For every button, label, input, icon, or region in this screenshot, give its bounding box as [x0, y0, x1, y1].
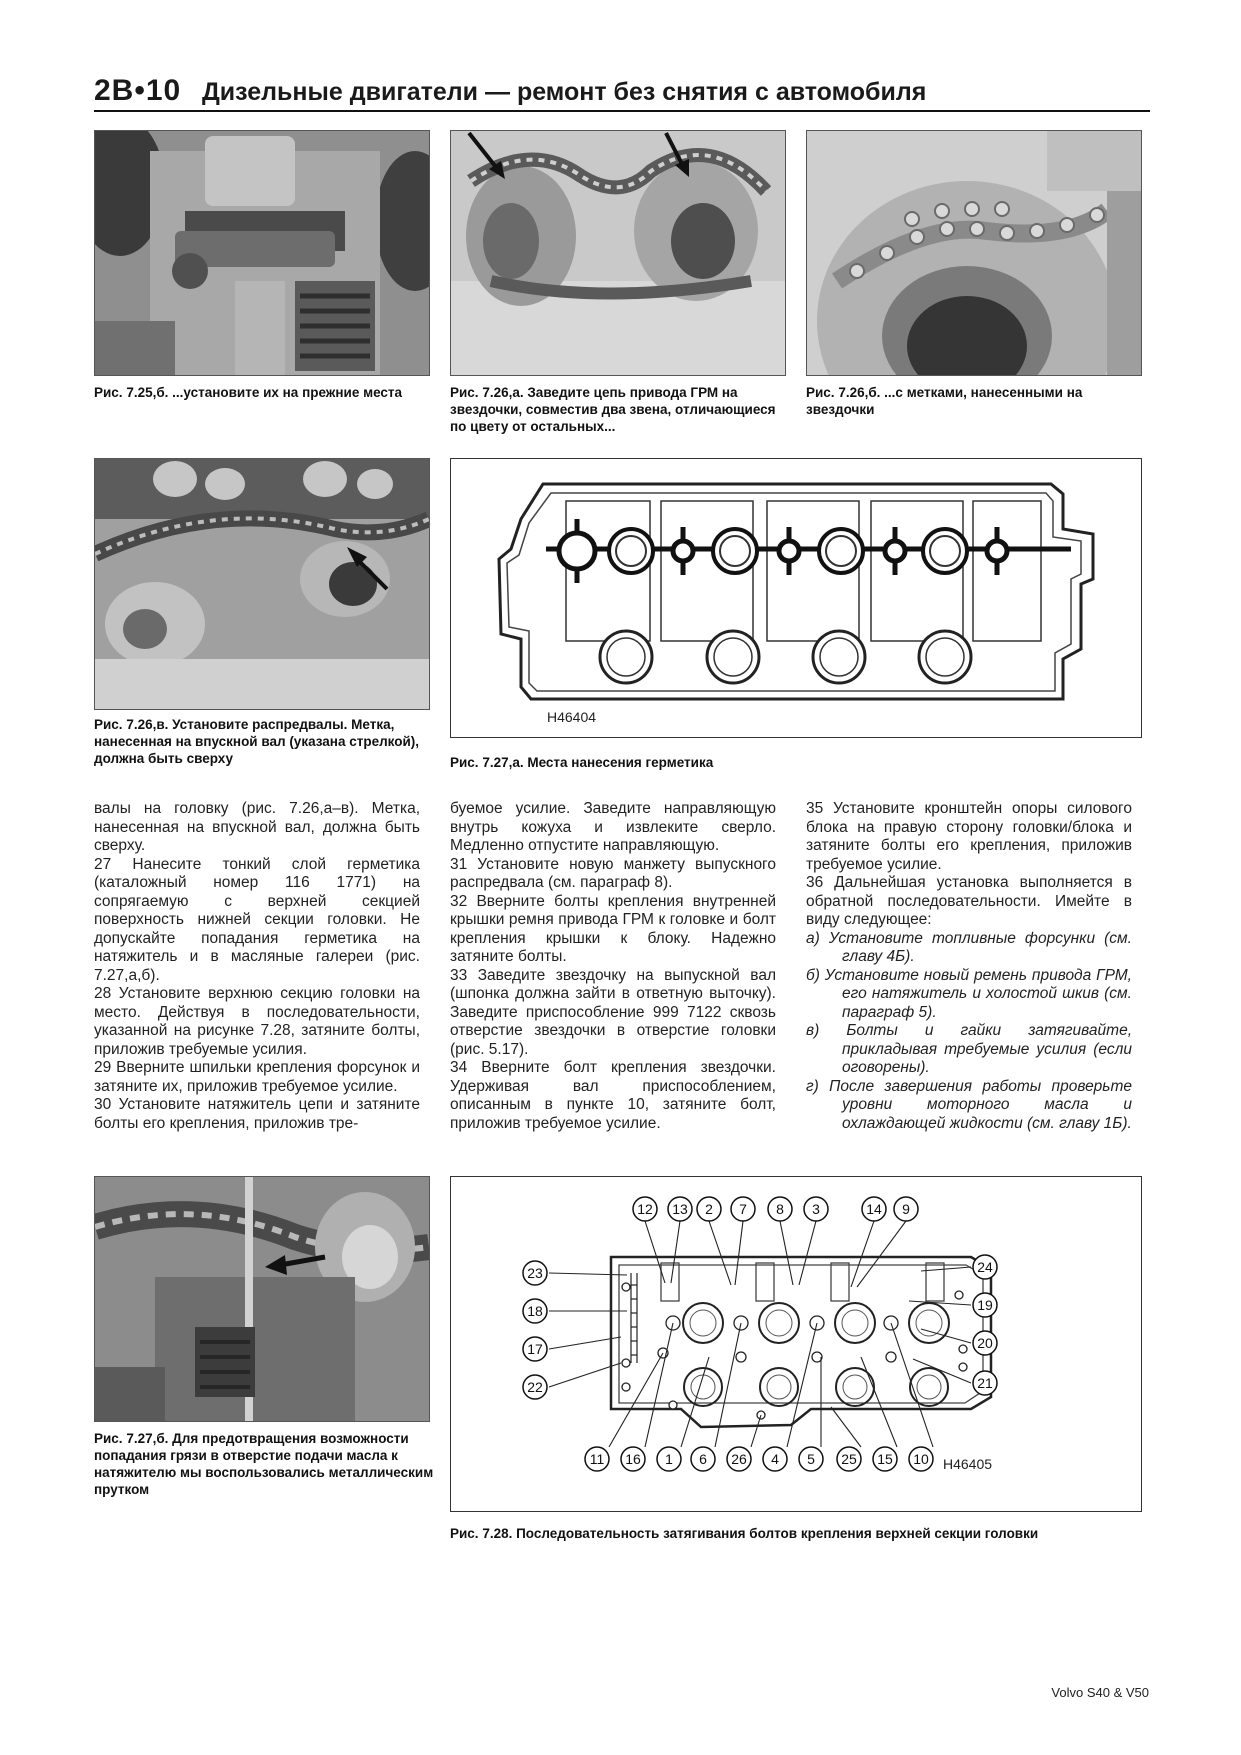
diagram-bolt-tightening-sequence: [450, 1176, 1142, 1512]
photo-rocker-arms: [94, 130, 430, 376]
figure-caption: Рис. 7.27,б. Для предотвращения возможности попадания грязи в отверстие подачи масла к натяжителю мы воспользовались металлическим прутком: [94, 1431, 434, 1497]
bolt-label: 3: [812, 1201, 820, 1217]
paragraph: 32 Вверните болты крепления внутренней крышки ремня привода ГРМ к головке и болт крепления крышки к блоку. Надежно затяните болты.: [450, 892, 776, 965]
bolt-label: 9: [902, 1201, 910, 1217]
figure-caption: Рис. 7.25,б. ...установите их на прежние места: [94, 385, 403, 400]
bolt-label: 2: [705, 1201, 713, 1217]
figure-caption: Рис. 7.28. Последовательность затягивания болтов крепления верхней секции головки: [450, 1526, 1039, 1541]
paragraph: 35 Установите кронштейн опоры силового блока на правую сторону головки/блока и затяните болты его крепления, приложив требуемое усилие.: [806, 800, 1132, 873]
page-title: Дизельные двигатели — ремонт без снятия с автомобиля: [202, 78, 927, 106]
bolt-label: 13: [672, 1201, 688, 1217]
photo-timing-chain-sprockets: [450, 130, 786, 376]
bolt-label: 1: [665, 1451, 673, 1467]
bolt-label: 22: [527, 1379, 543, 1395]
figure-caption: Рис. 7.26,а. Заведите цепь привода ГРМ на звездочки, совместив два звена, отличающиеся по цвету от остальных...: [450, 385, 776, 434]
text-column-1: [94, 800, 420, 1133]
bolt-label: 8: [776, 1201, 784, 1217]
drawing-code: H46404: [547, 709, 597, 725]
text-column-2: [450, 800, 776, 1133]
paragraph: 28 Установите верхнюю секцию головки на место. Действуя в последовательности, указанной на рисунке 7.28, затяните болты, приложив требуемые усилия.: [94, 985, 420, 1058]
bolt-label: 4: [771, 1451, 779, 1467]
list-item: б) Установите новый ремень привода ГРМ, его натяжитель и холостой шкив (см. параграф 5).: [806, 966, 1132, 1021]
drawing-code: H46405: [943, 1456, 993, 1472]
bolt-label: 18: [527, 1303, 543, 1319]
bolt-label: 25: [841, 1451, 857, 1467]
page-footer: Volvo S40 & V50: [1051, 1685, 1149, 1700]
paragraph: 29 Вверните шпильки крепления форсунок и затяните их, приложив требуемое усилие.: [94, 1059, 420, 1095]
bolt-label: 11: [589, 1451, 605, 1467]
paragraph: валы на головку (рис. 7.26,а–в). Метка, нанесенная на впускной вал, должна быть сверху.: [94, 800, 420, 854]
bolt-label: 15: [877, 1451, 893, 1467]
list-item: в) Болты и гайки затягивайте, прикладывая требуемые усилия (если оговорены).: [806, 1022, 1132, 1076]
paragraph: буемое усилие. Заведите направляющую внутрь кожуха и извлеките сверло. Медленно отпустите направляющую.: [450, 800, 776, 854]
paragraph: 33 Заведите звездочку на выпускной вал (шпонка должна зайти в ответную выточку). Заведите приспособление 999 7122 сквозь отверстие звездочки в отверстие головки (рис. 5.17).: [450, 966, 776, 1058]
page-header: [94, 72, 1150, 112]
bolt-label: 24: [977, 1259, 993, 1275]
text-column-3: [806, 800, 1132, 1133]
photo-sprocket-marks: [806, 130, 1142, 376]
list-item: г) После завершения работы проверьте уровни моторного масла и охлаждающей жидкости (см. главу 1Б).: [806, 1077, 1132, 1132]
bolt-label: 19: [977, 1297, 993, 1313]
bolt-label: 21: [977, 1375, 993, 1391]
figure-caption: Рис. 7.26,в. Установите распредвалы. Метка, нанесенная на впускной вал (указана стрелкой), должна быть сверху: [94, 717, 420, 766]
bolt-label: 10: [913, 1451, 929, 1467]
bolt-label: 17: [527, 1341, 543, 1357]
figure-caption: Рис. 7.27,а. Места нанесения герметика: [450, 755, 714, 770]
bolt-label: 14: [866, 1201, 882, 1217]
photo-oil-feed-rod: [94, 1176, 430, 1422]
paragraph: 31 Установите новую манжету выпускного распредвала (см. параграф 8).: [450, 855, 776, 891]
paragraph: 30 Установите натяжитель цепи и затяните болты его крепления, приложив тре-: [94, 1096, 420, 1132]
bolt-label: 23: [527, 1265, 543, 1281]
paragraph: 27 Нанесите тонкий слой герметика (каталожный номер 116 1771) на сопрягаемую с верхней секцией поверхность нижней секции головки. Не допускайте попадания герметика на натяжитель и в масляные галереи (рис. 7.27,а,б).: [94, 855, 420, 984]
diagram-sealant-locations: [450, 458, 1142, 738]
bolt-label: 6: [699, 1451, 707, 1467]
paragraph: 36 Дальнейшая установка выполняется в обратной последовательности. Имейте в виду следующее:: [806, 874, 1132, 928]
bolt-label: 5: [807, 1451, 815, 1467]
paragraph: 34 Вверните болт крепления звездочки. Удерживая вал приспособлением, описанным в пункте 10, затяните болт, приложив требуемое усилие.: [450, 1059, 776, 1132]
list-item: а) Установите топливные форсунки (см. главу 4Б).: [806, 929, 1132, 965]
figure-caption: Рис. 7.26,б. ...с метками, нанесенными на звездочки: [806, 385, 1083, 417]
bolt-label: 16: [625, 1451, 641, 1467]
bolt-label: 7: [739, 1201, 747, 1217]
photo-camshafts-installed: [94, 458, 430, 710]
bolt-label: 26: [731, 1451, 747, 1467]
bolt-label: 20: [977, 1335, 993, 1351]
header-rule: [94, 110, 1150, 112]
section-number: 2В•10: [94, 74, 182, 107]
bolt-label: 12: [637, 1201, 653, 1217]
